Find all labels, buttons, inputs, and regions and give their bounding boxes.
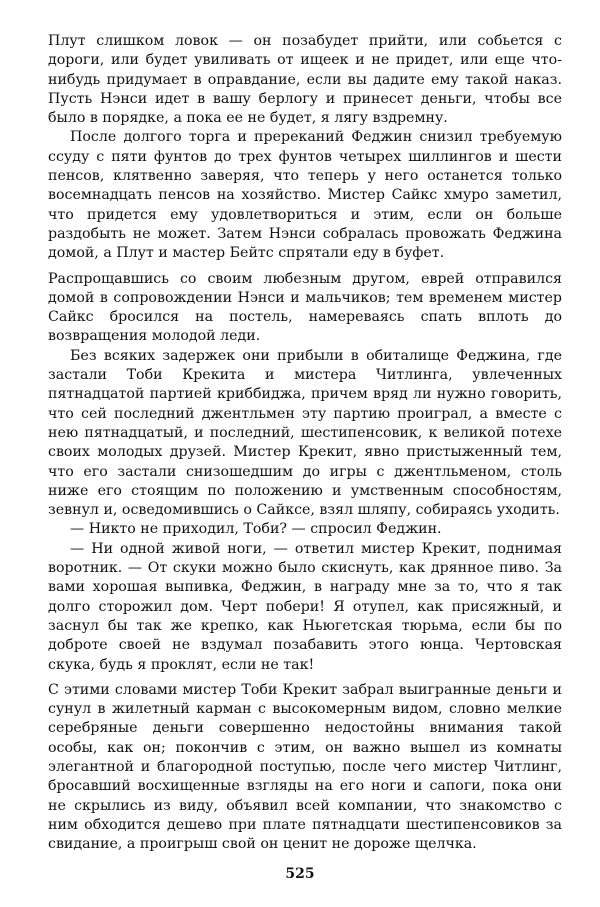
page-body bbox=[48, 32, 562, 854]
paragraph-5: — Никто не приходил, Тоби? — спросил Феджин. bbox=[70, 521, 442, 538]
page-number: 525 bbox=[285, 866, 315, 882]
paragraph-7: С этими словами мистер Тоби Крекит забрал выигранные деньги и сунул в жилетный карман с высокомерным видом, словно мелкие серебряные деньги совершенно недостойны внимания такой особы, как он; покончив с этим, он важно вышел из комнаты элегантной и благородной поступью, после чего мистер Читлинг, бросавший восхищенные взгляды на его ноги и сапоги, пока они не скрылись из виду, объявил всей компании, что знакомство с ним обходится дешево при плате пятнадцати шестипенсовиков за свидание, а проигрыш свой он ценит не дороже щелчка. bbox=[48, 681, 562, 853]
paragraph-6: — Ни одной живой ноги, — ответил мистер Крекит, поднимая воротник. — От скуки можно было скиснуть, как дрянное пиво. За вами хорошая выпивка, Феджин, в награду мне за то, что я так долго сторожил дом. Черт побери! Я отупел, как присяжный, и заснул бы так же крепко, как Ньюгетская тюрьма, если бы по доброте своей не вздумал позабавить этого юнца. Чертовская скука, будь я проклят, если не так! bbox=[48, 540, 562, 673]
paragraph-2: После долгого торга и пререканий Феджин снизил требуемую ссуду с пяти фунтов до трех фунтов четырех шиллингов и шести пенсов, клятвенно заверяя, что теперь у него останется только восемнадцать пенсов на хозяйство. Мистер Сайкс хмуро заметил, что придется ему удовлетвориться и этим, если он больше раздобыть не может. Затем Нэнси собралась провожать Феджина домой, а Плут и мастер Бейтс спрятали еду в буфет. bbox=[48, 129, 562, 262]
paragraph-1: Плут слишком ловок — он позабудет прийти, или собьется с дороги, или будет увиливать от ищеек и не придет, или еще что-нибудь придумает в оправдание, если вы дадите ему такой наказ. Пусть Нэнси идет в вашу берлогу и принесет деньги, чтобы все было в порядке, а пока ее не будет, я лягу вздремну. bbox=[48, 33, 562, 127]
paragraph-4: Без всяких задержек они прибыли в обиталище Феджина, где застали Тоби Крекита и мистера Читлинга, увлеченных пятнадцатой партией криббиджа, причем вряд ли нужно говорить, что сей последний джентльмен эту партию проиграл, а вместе с нею пятнадцатый, и последний, шестипенсовик, к великой потехе своих молодых друзей. Мистер Крекит, явно пристыженный тем, что его застали снизошедшим до игры с джентльменом, столь ниже его стоящим по положению и умственным способностям, зевнул и, осведомившись о Сайксе, взял шляпу, собираясь уходить. bbox=[48, 347, 562, 519]
paragraph-3: Распрощавшись со своим любезным другом, еврей отправился домой в сопровождении Нэнси и мальчиков; тем временем мистер Сайкс бросился на постель, намереваясь спать вплоть до возвращения молодой леди. bbox=[48, 270, 562, 345]
